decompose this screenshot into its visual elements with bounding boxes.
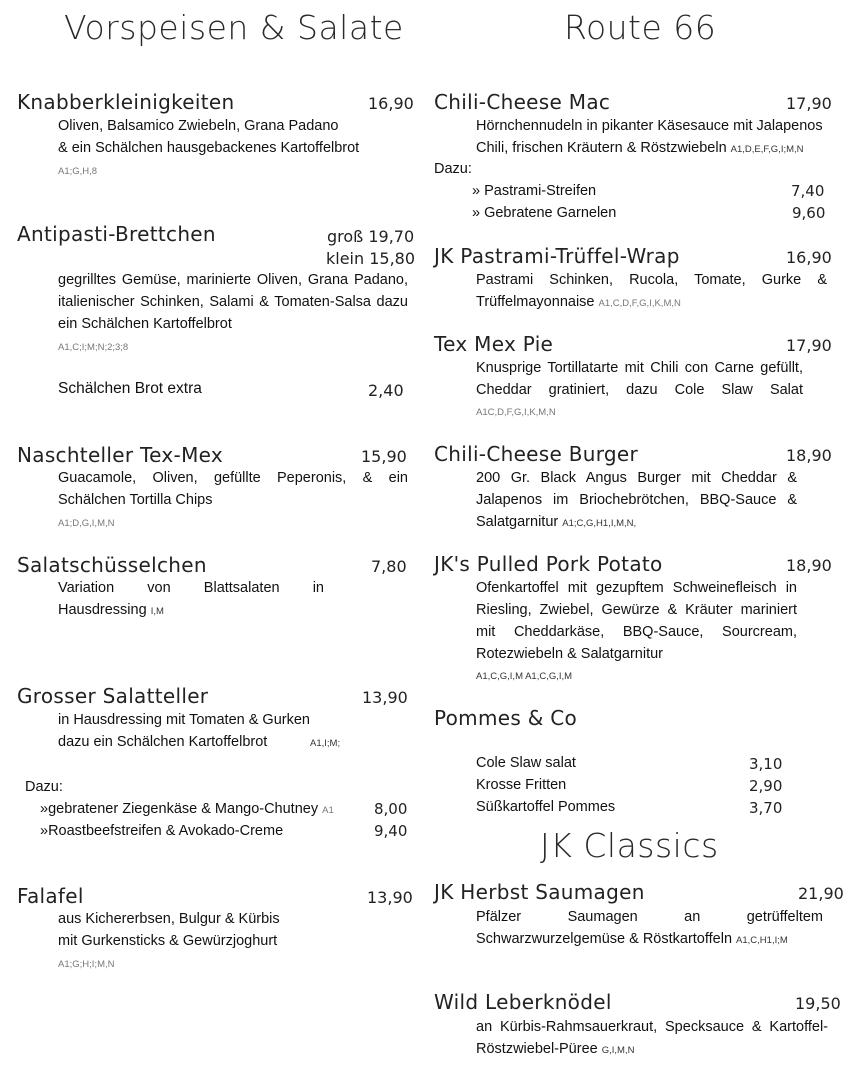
- allergen-codes: A1,C,D,F,G,I,K,M,N: [598, 298, 681, 309]
- allergen-codes: A1;C,G,H1,I,M,N,: [562, 518, 637, 529]
- dish-price: 21,90: [798, 884, 844, 903]
- addon-price: 9,40: [374, 822, 408, 840]
- dish-price-large: groß 19,70: [327, 227, 415, 246]
- addon-item: » Gebratene Garnelen: [472, 205, 617, 221]
- allergen-codes: A1C,D,F,G,I,K,M,N: [476, 407, 556, 418]
- extra-item-price: 2,40: [368, 381, 404, 400]
- dish-price: 13,90: [362, 688, 408, 707]
- dish-description: Pfälzer Saumagen an getrüffeltem Schwarzwurzelgemüse & Röstkartoffeln A1,C,H1,I;M: [476, 909, 823, 947]
- dish-description: mit Gurkensticks & Gewürzjoghurt: [58, 933, 278, 949]
- addon-price: 9,60: [792, 204, 826, 222]
- dish-price: 18,90: [786, 556, 832, 575]
- dish-description: & ein Schälchen hausgebackenes Kartoffelbrot: [58, 140, 360, 156]
- dish-description: dazu ein Schälchen Kartoffelbrot: [58, 734, 268, 750]
- dish-description: 200 Gr. Black Angus Burger mit Cheddar & Jalapenos im Briochebrötchen, BBQ-Sauce & Salatgarnitur A1;C,G,H1,I,M,N,: [476, 470, 797, 530]
- dish-name: Tex Mex Pie: [434, 332, 554, 356]
- dish-name: Chili-Cheese Mac: [434, 90, 611, 114]
- addon-label: Dazu:: [25, 779, 63, 795]
- section-title-route66: Route 66: [564, 8, 717, 47]
- allergen-codes: A1,D,E,F,G,I;M,N: [730, 144, 804, 155]
- dish-description: Chili, frischen Kräutern & Röstzwiebeln A1,D,E,F,G,I;M,N: [476, 140, 804, 156]
- dish-price: 7,80: [371, 557, 407, 576]
- dish-name: Salatschüsselchen: [17, 553, 207, 577]
- dish-price: 19,50: [795, 994, 841, 1013]
- allergen-codes: I,M: [150, 606, 164, 617]
- dish-description: Ofenkartoffel mit gezupftem Schweinefleisch in Riesling, Zwiebel, Gewürze & Kräuter mariniert mit Cheddarkäse, BBQ-Sauce, Sourcream, Rotezwiebeln & Salatgarnitur: [476, 580, 797, 662]
- dish-description: gegrilltes Gemüse, marinierte Oliven, Grana Padano, italienischer Schinken, Salami & Tomaten-Salsa dazu ein Schälchen Kartoffelbrot: [58, 272, 408, 332]
- side-item-name: Süßkartoffel Pommes: [476, 799, 616, 815]
- section-title-vorspeisen: Vorspeisen & Salate: [64, 8, 404, 47]
- allergen-codes: A1;G;H;I;M,N: [58, 959, 115, 970]
- dish-name: JK's Pulled Pork Potato: [434, 552, 663, 576]
- dish-price: 16,90: [786, 248, 832, 267]
- addon-item: »Roastbeefstreifen & Avokado-Creme: [40, 823, 284, 839]
- addon-item: » Pastrami-Streifen: [472, 183, 597, 199]
- dish-name: Naschteller Tex-Mex: [17, 443, 224, 467]
- dish-description: an Kürbis-Rahmsauerkraut, Specksauce & Kartoffel- Röstzwiebel-Püree G,I,M,N: [476, 1019, 828, 1057]
- dish-name: Falafel: [17, 884, 84, 908]
- side-item-name: Cole Slaw salat: [476, 755, 576, 771]
- addon-label: Dazu:: [434, 161, 472, 177]
- allergen-codes: A1,C,H1,I;M: [736, 935, 788, 946]
- dish-description: Hörnchennudeln in pikanter Käsesauce mit Jalapenos: [476, 118, 823, 134]
- dish-description: Oliven, Balsamico Zwiebeln, Grana Padano: [58, 118, 339, 134]
- dish-name: Grosser Salatteller: [17, 684, 209, 708]
- allergen-codes: A1;D,G,I,M,N: [58, 518, 115, 529]
- dish-price: 13,90: [367, 888, 413, 907]
- side-item-price: 3,70: [749, 799, 783, 817]
- dish-price-small: klein 15,80: [326, 249, 416, 268]
- dish-name: JK Pastrami-Trüffel-Wrap: [434, 244, 680, 268]
- dish-name: Chili-Cheese Burger: [434, 442, 639, 466]
- dish-description: Variation von Blattsalaten in Hausdressing I,M: [58, 580, 324, 618]
- dish-description: in Hausdressing mit Tomaten & Gurken: [58, 712, 310, 728]
- addon-item: »gebratener Ziegenkäse & Mango-Chutney A1: [40, 801, 334, 817]
- section-title-pommes: Pommes & Co: [434, 706, 578, 730]
- side-item-price: 3,10: [749, 755, 783, 773]
- dish-description: Pastrami Schinken, Rucola, Tomate, Gurke & Trüffelmayonnaise A1,C,D,F,G,I,K,M,N: [476, 272, 827, 310]
- addon-price: 8,00: [374, 800, 408, 818]
- allergen-codes: A1,C,G,I,M A1,C,G,I,M: [476, 671, 573, 682]
- allergen-codes: A1,I;M;: [310, 738, 341, 749]
- allergen-codes: A1,C;I;M;N;2;3;8: [58, 342, 129, 353]
- side-item-price: 2,90: [749, 777, 783, 795]
- dish-description: aus Kichererbsen, Bulgur & Kürbis: [58, 911, 280, 927]
- allergen-codes: G,I,M,N: [601, 1045, 635, 1056]
- addon-price: 7,40: [791, 182, 825, 200]
- dish-name: Antipasti-Brettchen: [17, 222, 216, 246]
- dish-price: 17,90: [786, 94, 832, 113]
- dish-price: 16,90: [368, 94, 414, 113]
- dish-name: Knabberkleinigkeiten: [17, 90, 235, 114]
- allergen-codes: A1;G,H,8: [58, 166, 98, 177]
- dish-name: JK Herbst Saumagen: [434, 880, 645, 904]
- dish-price: 15,90: [361, 447, 407, 466]
- extra-item-name: Schälchen Brot extra: [58, 380, 202, 397]
- dish-description: Knusprige Tortillatarte mit Chili con Carne gefüllt, Cheddar gratiniert, dazu Cole Slaw Salat: [476, 360, 803, 398]
- dish-price: 17,90: [786, 336, 832, 355]
- section-title-classics: JK Classics: [540, 826, 719, 865]
- dish-price: 18,90: [786, 446, 832, 465]
- dish-name: Wild Leberknödel: [434, 990, 612, 1014]
- side-item-name: Krosse Fritten: [476, 777, 567, 793]
- dish-description: Guacamole, Oliven, gefüllte Peperonis, & ein Schälchen Tortilla Chips: [58, 470, 408, 508]
